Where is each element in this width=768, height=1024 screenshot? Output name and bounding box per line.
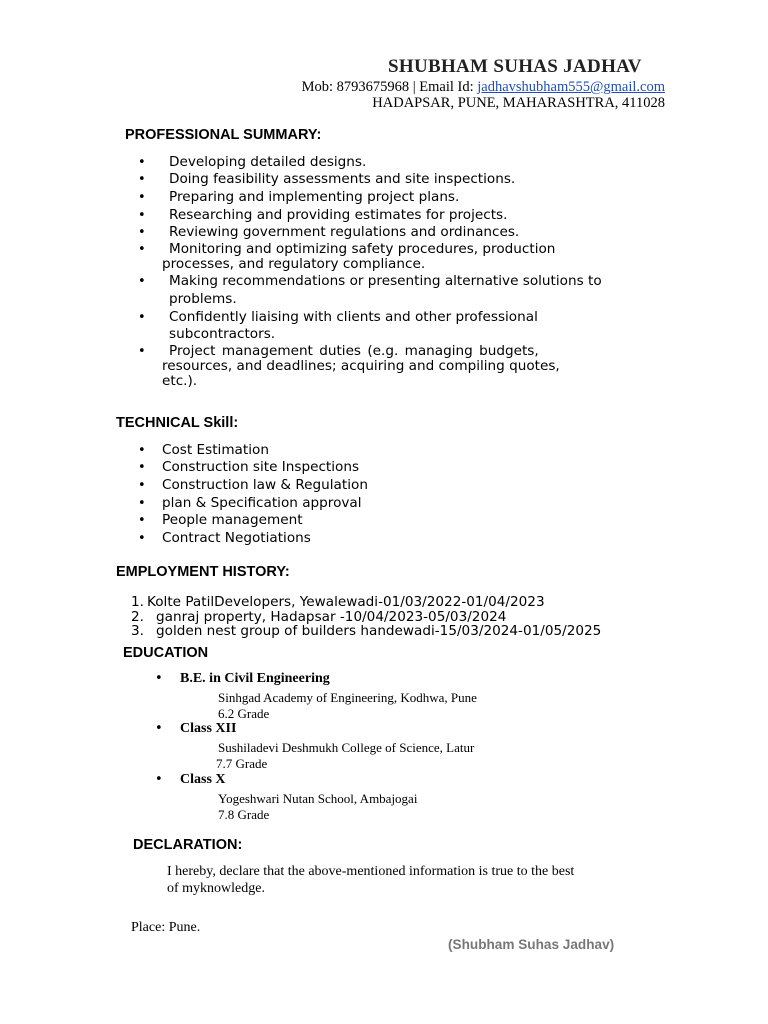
bullet-icon: • [138, 208, 146, 223]
summary-item-cont: subcontractors. [169, 326, 276, 342]
summary-item: Confidently liaising with clients and other professional [169, 309, 538, 325]
declaration-text: I hereby, declare that the above-mentioned information is true to the best [167, 864, 575, 879]
signature-name: (Shubham Suhas Jadhav) [448, 937, 615, 952]
bullet-icon: • [138, 513, 146, 528]
summary-item: Monitoring and optimizing safety procedures, production [169, 241, 556, 257]
bullet-icon: • [155, 671, 163, 686]
summary-item-cont: problems. [169, 291, 237, 307]
bullet-icon: • [138, 443, 146, 458]
employment-item: Kolte PatilDevelopers, Yewalewadi-01/03/2022-01/04/2023 [147, 594, 545, 610]
education-degree: B.E. in Civil Engineering [180, 671, 330, 686]
bullet-icon: • [138, 478, 146, 493]
skill-item: Cost Estimation [162, 442, 269, 458]
summary-item: Reviewing government regulations and ordinances. [169, 224, 520, 240]
address-line: HADAPSAR, PUNE, MAHARASHTRA, 411028 [372, 95, 665, 111]
skill-item: Contract Negotiations [162, 530, 311, 546]
skill-item: plan & Specification approval [162, 495, 362, 511]
email-link[interactable]: jadhavshubham555@gmail.com [477, 79, 665, 95]
employment-item: ganraj property, Hadapsar -10/04/2023-05/03/2024 [156, 609, 507, 625]
bullet-icon: • [138, 172, 146, 187]
education-grade: 7.7 Grade [216, 756, 268, 771]
summary-item-cont: etc.). [162, 373, 198, 389]
education-school: Sushiladevi Deshmukh College of Science, Latur [218, 740, 475, 755]
technical-heading: TECHNICAL Skill: [116, 415, 239, 431]
education-grade: 7.8 Grade [218, 807, 270, 822]
skill-item: Construction site Inspections [162, 459, 360, 475]
summary-item-cont: resources, and deadlines; acquiring and compiling quotes, [162, 358, 560, 374]
bullet-icon: • [138, 496, 146, 511]
employment-number: 3. [131, 623, 144, 639]
summary-item: Researching and providing estimates for projects. [169, 207, 508, 223]
employment-item: golden nest group of builders handewadi-15/03/2024-01/05/2025 [156, 623, 602, 639]
summary-item: Preparing and implementing project plans. [169, 189, 460, 205]
bullet-icon: • [138, 344, 146, 359]
summary-item: Project management duties (e.g. managing budgets, [169, 343, 539, 359]
summary-item: Doing feasibility assessments and site inspections. [169, 171, 516, 187]
candidate-name: SHUBHAM SUHAS JADHAV [388, 56, 642, 77]
place-text: Place: Pune. [131, 920, 201, 935]
employment-number: 1. [131, 594, 144, 610]
bullet-icon: • [138, 310, 146, 325]
summary-item: Developing detailed designs. [169, 154, 367, 170]
mobile-email-label: Mob: 8793675968 | Email Id: [301, 79, 478, 95]
education-school: Yogeshwari Nutan School, Ambajogai [218, 791, 418, 806]
bullet-icon: • [138, 242, 146, 257]
bullet-icon: • [138, 225, 146, 240]
declaration-heading: DECLARATION: [133, 837, 243, 853]
bullet-icon: • [138, 531, 146, 546]
bullet-icon: • [155, 721, 163, 736]
bullet-icon: • [138, 460, 146, 475]
bullet-icon: • [155, 772, 163, 787]
education-grade: 6.2 Grade [218, 706, 270, 721]
summary-heading: PROFESSIONAL SUMMARY: [125, 127, 322, 143]
bullet-icon: • [138, 190, 146, 205]
summary-item: Making recommendations or presenting alternative solutions to [169, 273, 602, 289]
employment-number: 2. [131, 609, 144, 625]
bullet-icon: • [138, 155, 146, 170]
education-school: Sinhgad Academy of Engineering, Kodhwa, Pune [218, 690, 477, 705]
education-heading: EDUCATION [123, 645, 209, 661]
skill-item: People management [162, 512, 303, 528]
bullet-icon: • [138, 274, 146, 289]
employment-heading: EMPLOYMENT HISTORY: [116, 564, 290, 580]
declaration-text-cont: of myknowledge. [167, 881, 265, 896]
summary-item-cont: processes, and regulatory compliance. [162, 256, 426, 272]
skill-item: Construction law & Regulation [162, 477, 368, 493]
education-degree: Class X [180, 772, 226, 787]
contact-line [302, 79, 665, 96]
education-degree: Class XII [180, 721, 237, 736]
